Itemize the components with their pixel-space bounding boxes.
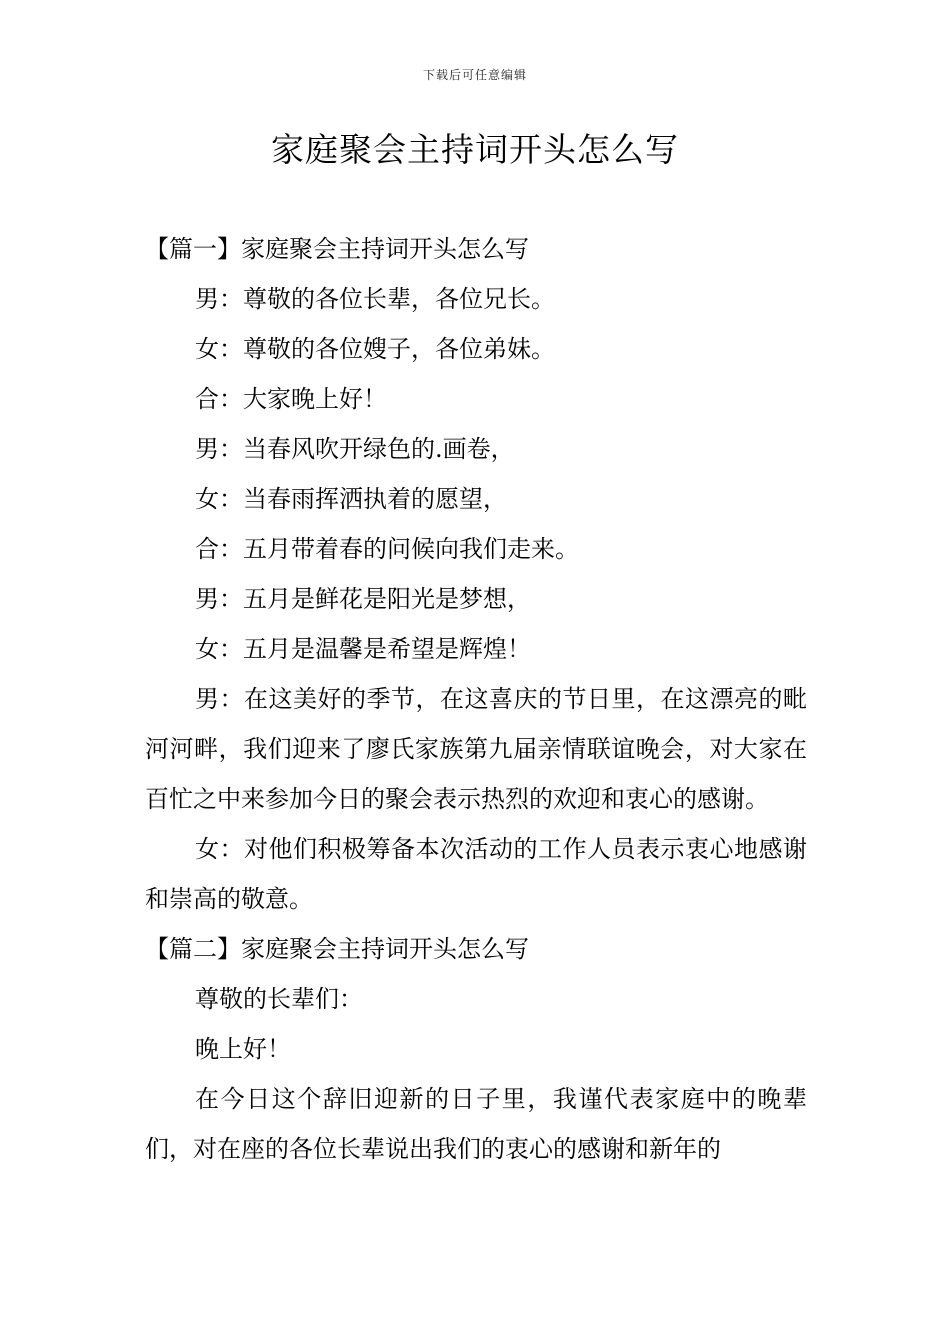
- header-note: 下载后可任意编辑: [422, 68, 527, 82]
- paragraph: 男：尊敬的各位长辈，各位兄长。: [195, 285, 555, 313]
- section-heading-2: 【篇二】家庭聚会主持词开头怎么写: [145, 935, 529, 963]
- paragraph: 女：尊敬的各位嫂子，各位弟妹。: [195, 335, 555, 363]
- paragraph: 女：当春雨挥洒执着的愿望，: [195, 485, 507, 513]
- document-body: [145, 224, 807, 1174]
- paragraph: 在今日这个辞旧迎新的日子里，我谨代表家庭中的晚辈们，对在座的各位长辈说出我们的衷心的感谢和新年的: [145, 1085, 807, 1163]
- paragraph: 男：当春风吹开绿色的.画卷，: [195, 435, 515, 463]
- paragraph: 尊敬的长辈们：: [195, 985, 363, 1013]
- document-title: 家庭聚会主持词开头怎么写: [271, 130, 679, 169]
- section-heading-1: 【篇一】家庭聚会主持词开头怎么写: [145, 235, 529, 263]
- paragraph: 男：五月是鲜花是阳光是梦想，: [195, 585, 531, 613]
- paragraph: 合：大家晚上好！: [195, 385, 387, 413]
- paragraph: 男：在这美好的季节，在这喜庆的节日里，在这漂亮的毗河河畔，我们迎来了廖氏家族第九届亲情联谊晚会，对大家在百忙之中来参加今日的聚会表示热烈的欢迎和衷心的感谢。: [145, 685, 807, 813]
- paragraph: 晚上好！: [195, 1035, 291, 1063]
- paragraph: 合：五月带着春的问候向我们走来。: [195, 535, 579, 563]
- paragraph: 女：对他们积极筹备本次活动的工作人员表示衷心地感谢和崇高的敬意。: [145, 835, 807, 913]
- paragraph: 女：五月是温馨是希望是辉煌！: [195, 635, 531, 663]
